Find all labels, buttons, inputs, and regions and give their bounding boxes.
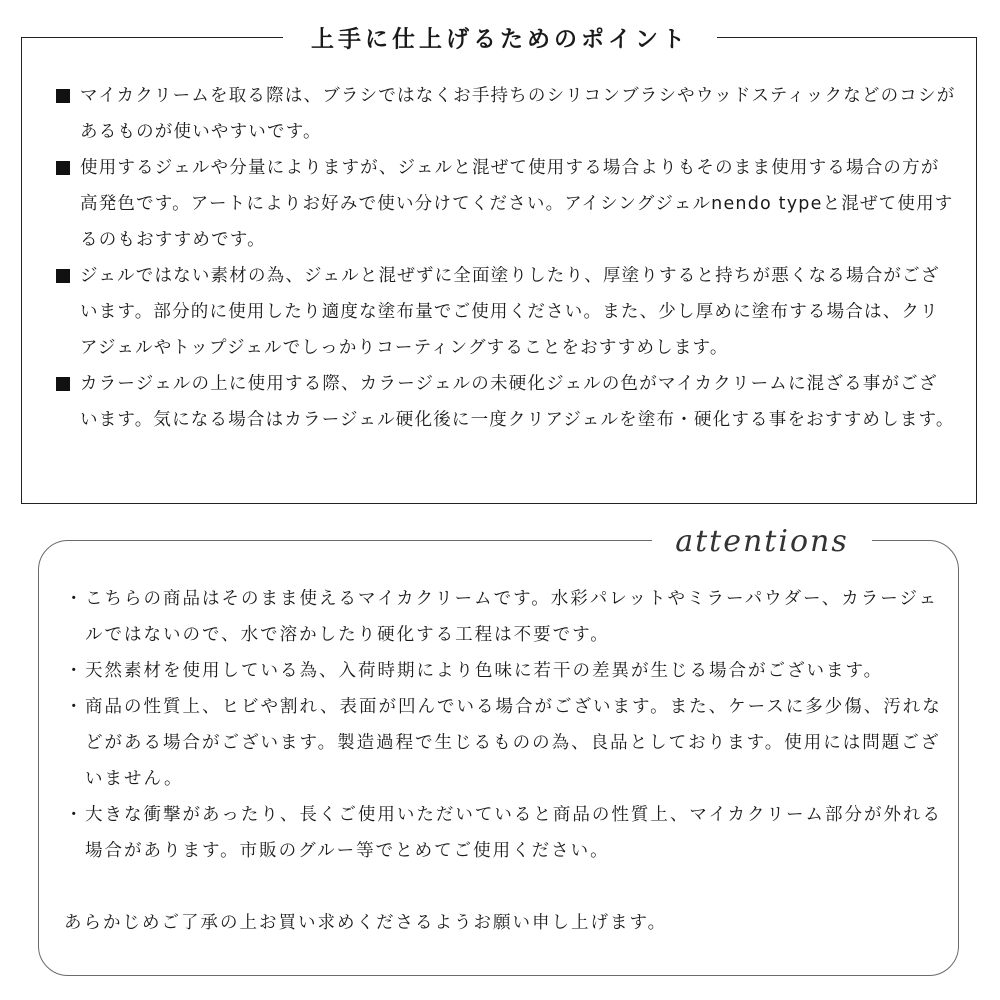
points-list	[56, 78, 956, 438]
attention-item	[65, 689, 945, 797]
attentions-title	[652, 522, 872, 562]
square-bullet-icon	[56, 161, 70, 175]
attention-text: 商品の性質上、ヒビや割れ、表面が凹んでいる場合がございます。また、ケースに多少傷、汚れなどがある場合がございます。製造過程で生じるものの為、良品としております。使用には問題ございません。	[85, 697, 942, 789]
attention-text: 大きな衝撃があったり、長くご使用いただいていると商品の性質上、マイカクリーム部分が外れる場合があります。市販のグルー等でとめてご使用ください。	[85, 805, 942, 861]
dot-bullet-icon: ・	[65, 697, 85, 717]
square-bullet-icon	[56, 89, 70, 103]
point-item	[56, 258, 956, 366]
attentions-list	[65, 581, 945, 869]
square-bullet-icon	[56, 377, 70, 391]
attentions-footer: あらかじめご了承の上お買い求めくださるようお願い申し上げます。	[64, 913, 668, 933]
point-item	[56, 366, 956, 438]
points-title: 上手に仕上げるためのポイント	[283, 21, 717, 54]
attention-text: こちらの商品はそのまま使えるマイカクリームです。水彩パレットやミラーパウダー、カラージェルではないので、水で溶かしたり硬化する工程は不要です。	[85, 589, 939, 645]
attention-item	[65, 797, 945, 869]
point-item	[56, 78, 956, 150]
attentions-title-text: attentions	[675, 524, 849, 559]
point-text: カラージェルの上に使用する際、カラージェルの未硬化ジェルの色がマイカクリームに混ざる事がございます。気になる場合はカラージェル硬化後に一度クリアジェルを塗布・硬化する事をおすすめします。	[80, 374, 955, 430]
attention-item	[65, 581, 945, 653]
point-text: ジェルではない素材の為、ジェルと混ぜずに全面塗りしたり、厚塗りすると持ちが悪くなる場合がございます。部分的に使用したり適度な塗布量でご使用ください。また、少し厚めに塗布する場合は、クリアジェルやトップジェルでしっかりコーティングすることをおすすめします。	[80, 266, 940, 358]
point-text: マイカクリームを取る際は、ブラシではなくお手持ちのシリコンブラシやウッドスティックなどのコシがあるものが使いやすいです。	[80, 86, 956, 142]
dot-bullet-icon: ・	[65, 661, 85, 681]
attention-text: 天然素材を使用している為、入荷時期により色味に若干の差異が生じる場合がございます。	[85, 661, 884, 681]
point-item	[56, 150, 956, 258]
point-text: 使用するジェルや分量によりますが、ジェルと混ぜて使用する場合よりもそのまま使用する場合の方が高発色です。アートによりお好みで使い分けてください。アイシングジェルnendo typeと混ぜて使用するのもおすすめです。	[80, 158, 954, 250]
dot-bullet-icon: ・	[65, 589, 85, 609]
attention-item	[65, 653, 945, 689]
dot-bullet-icon: ・	[65, 805, 85, 825]
square-bullet-icon	[56, 269, 70, 283]
